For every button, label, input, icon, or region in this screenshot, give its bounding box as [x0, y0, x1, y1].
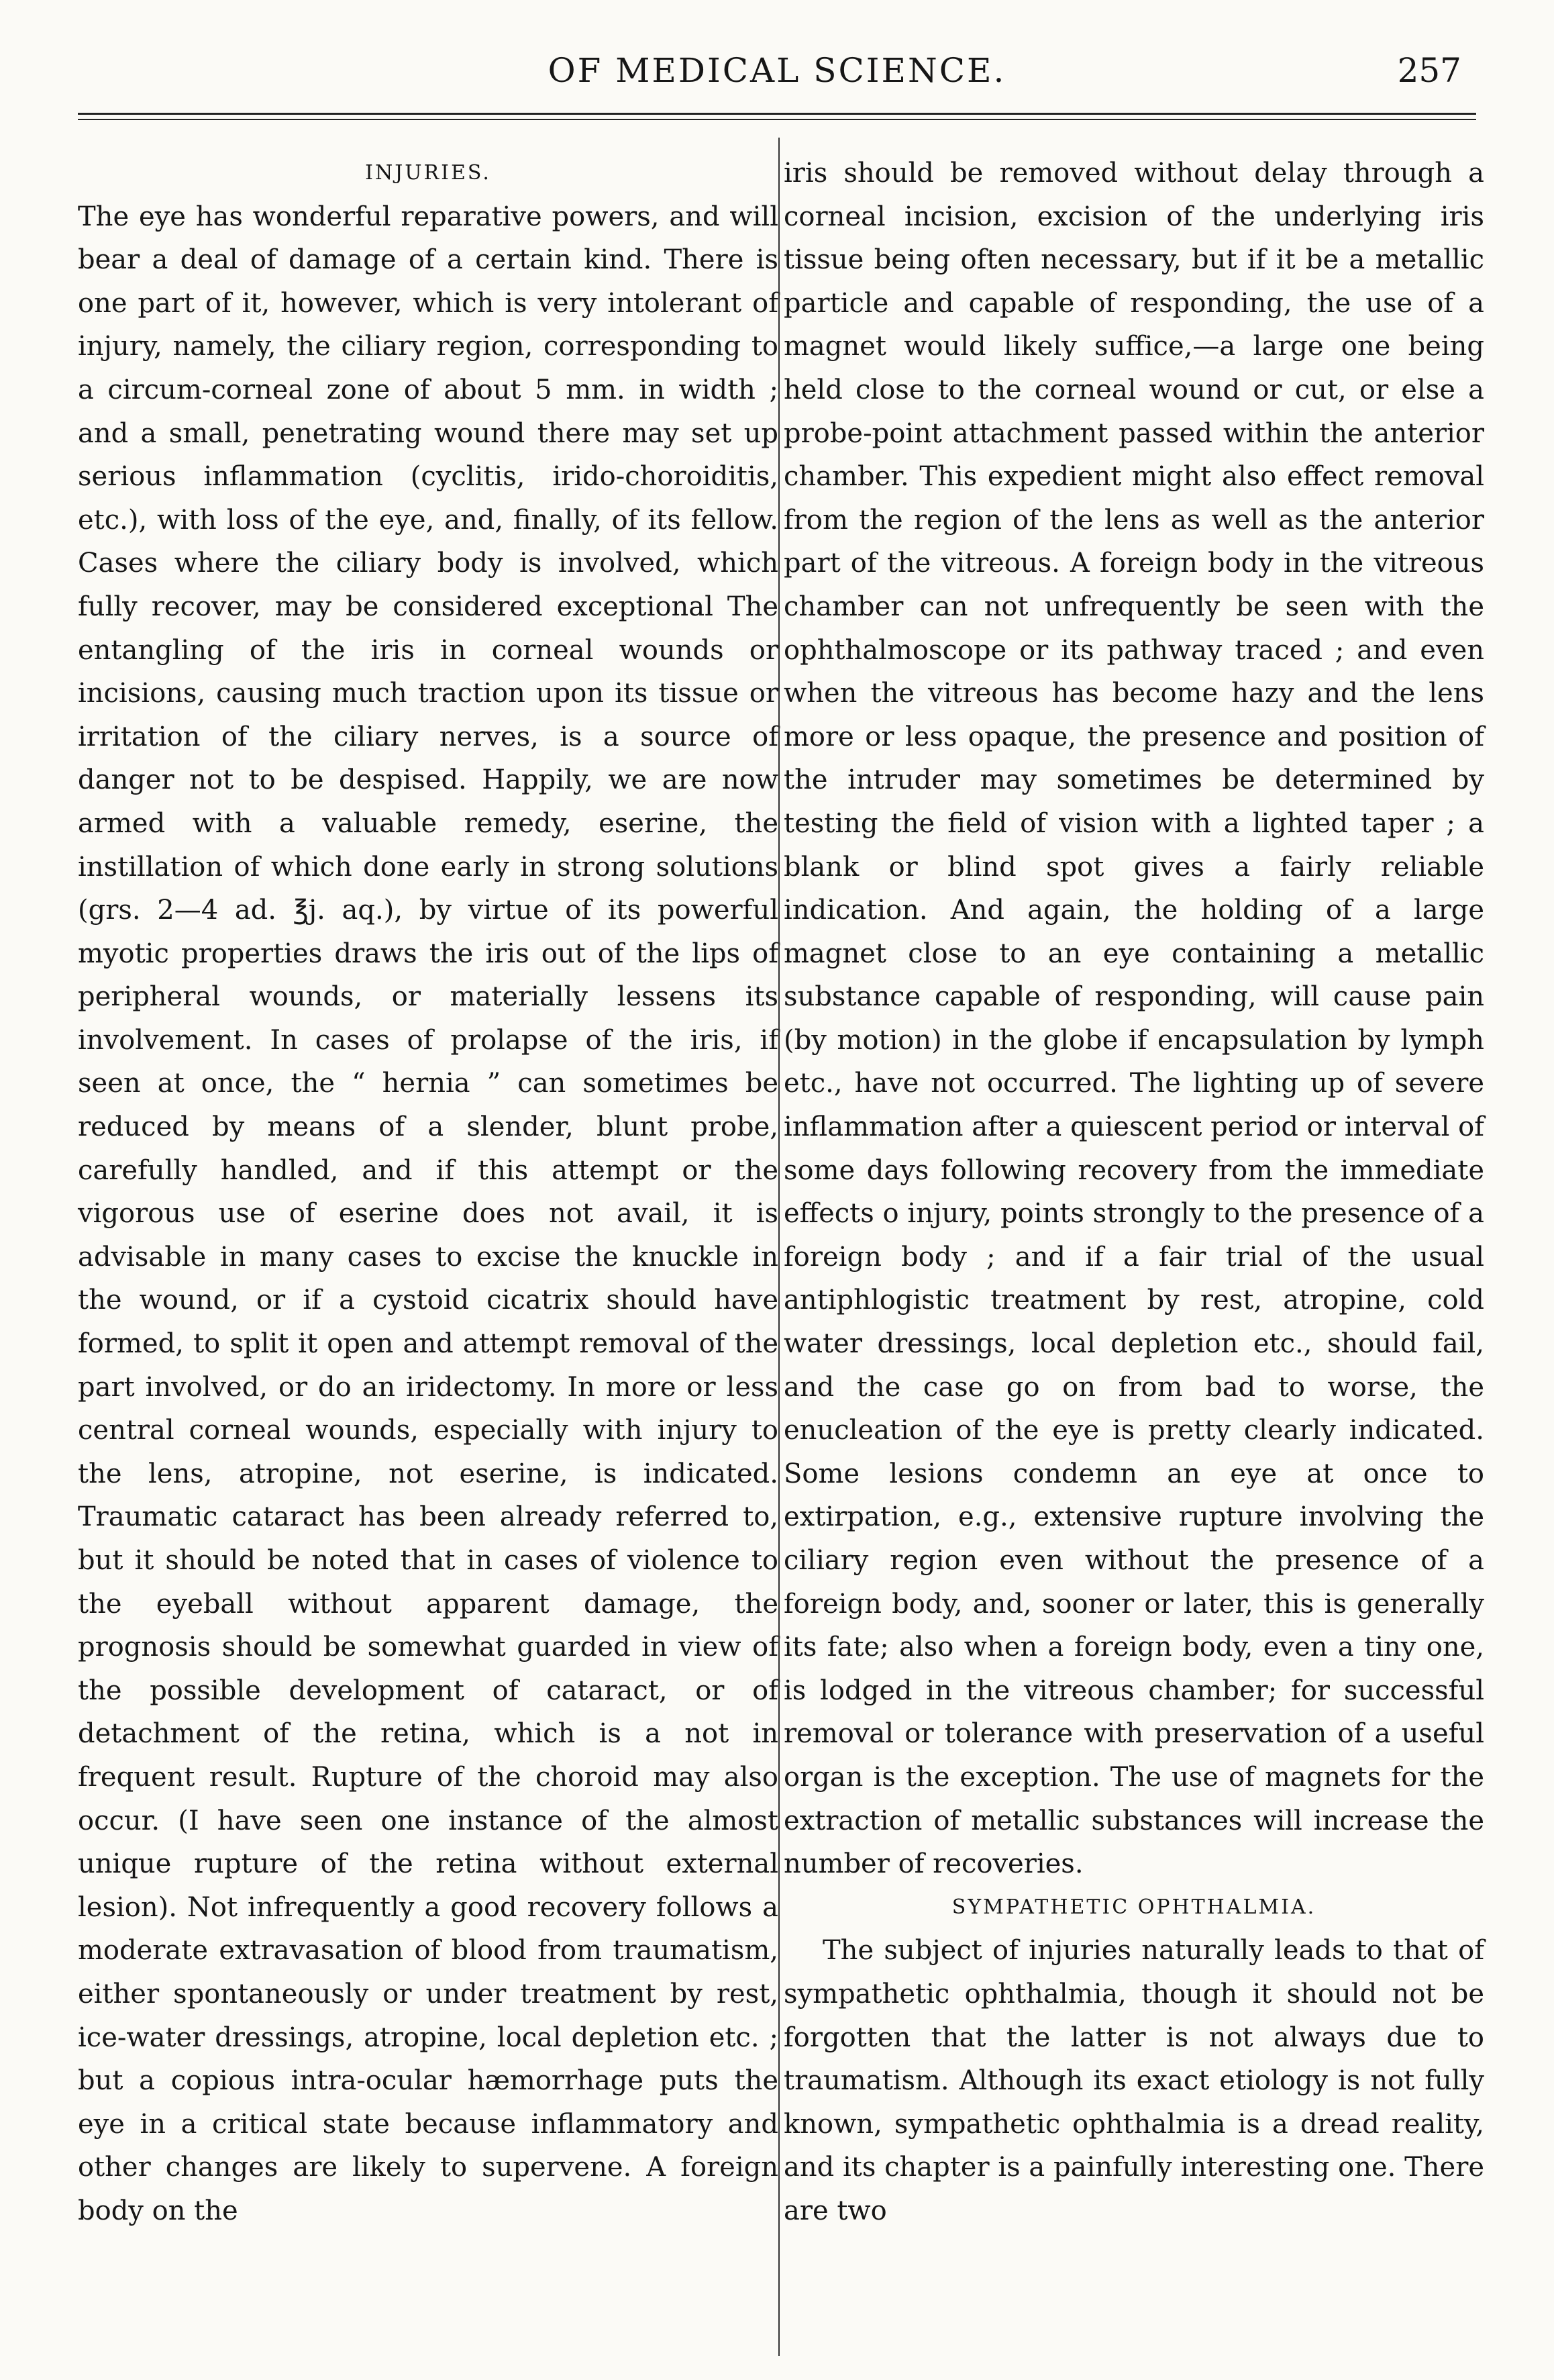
section-heading-injuries: INJURIES.	[365, 161, 491, 185]
header-rule-thin	[78, 119, 1476, 120]
header-rule	[78, 113, 1476, 115]
left-column	[78, 152, 778, 2233]
section-heading-sympathetic-ophthalmia: SYMPATHETIC OPHTHALMIA.	[951, 1895, 1316, 1919]
right-column	[784, 152, 1484, 2233]
running-title: OF MEDICAL SCIENCE.	[548, 51, 1006, 90]
paragraph-injuries: The eye has wonderful reparative powers, and will bear a deal of damage of a certain kind. There is one part of it, however, which is very intolerant of injury, namely, the ciliary region, corresponding to a circum-corneal zone of about 5 mm. in width ; and a small, penetrating wound there may set up serious inflammation (cyclitis, irido-choroiditis, etc.), with loss of the eye, and, finally, of its fellow. Cases where the ciliary body is involved, which fully recover, may be considered exceptional The entangling of the iris in corneal wounds or incisions, causing much traction upon its tissue or irritation of the ciliary nerves, is a source of danger not to be despised. Happily, we are now armed with a valuable remedy, eserine, the instillation of which done early in strong solutions (grs. 2—4 ad. ℥j. aq.), by virtue of its powerful myotic properties draws the iris out of the lips of peripheral wounds, or materially lessens its involvement. In cases of prolapse of the iris, if seen at once, the “ hernia ” can sometimes be reduced by means of a slender, blunt probe, carefully handled, and if this attempt or the vigorous use of eserine does not avail, it is advisable in many cases to excise the knuckle in the wound, or if a cystoid cicatrix should have formed, to split it open and attempt removal of the part involved, or do an iridectomy. In more or less central corneal wounds, especially with injury to the lens, atropine, not eserine, is indicated. Traumatic cataract has been already referred to, but it should be noted that in cases of violence to the eyeball without apparent damage, the prognosis should be somewhat guarded in view of the possible development of cataract, or of detachment of the retina, which is a not in frequent result. Rupture of the choroid may also occur. (I have seen one instance of the almost unique rupture of the retina without external lesion). Not infrequently a good recovery follows a moderate extravasation of blood from traumatism, either spontaneously or under treatment by rest, ice-water dressings, atropine, local depletion etc. ; but a copious intra-ocular hæmorrhage puts the eye in a critical state because inflammatory and other changes are likely to supervene. A foreign body on the	[78, 201, 778, 2226]
page-header	[74, 51, 1480, 98]
column-divider	[778, 138, 780, 2356]
paragraph-foreign-body: iris should be removed without delay through a corneal incision, excision of the underlying iris tissue being often necessary, but if it be a metallic particle and capable of responding, the use of a magnet would likely suffice,—a large one being held close to the corneal wound or cut, or else a probe-point attachment passed within the anterior chamber. This expedient might also effect removal from the region of the lens as well as the anterior part of the vitreous. A foreign body in the vitreous chamber can not unfrequently be seen with the ophthalmoscope or its pathway traced ; and even when the vitreous has become hazy and the lens more or less opaque, the presence and position of the intruder may sometimes be determined by testing the field of vision with a lighted taper ; a blank or blind spot gives a fairly reliable indication. And again, the holding of a large magnet close to an eye containing a metallic substance capable of responding, will cause pain (by motion) in the globe if encapsulation by lymph etc., have not occurred. The lighting up of severe inflammation after a quiescent period or interval of some days following recovery from the immediate effects o injury, points strongly to the presence of a foreign body ; and if a fair trial of the usual antiphlogistic treatment by rest, atropine, cold water dressings, local depletion etc., should fail, and the case go on from bad to worse, the enucleation of the eye is pretty clearly indicated. Some lesions condemn an eye at once to extirpation, e.g., extensive rupture involving the ciliary region even without the presence of a foreign body, and, sooner or later, this is generally its fate; also when a foreign body, even a tiny one, is lodged in the vitreous chamber; for successful removal or tolerance with preservation of a useful organ is the exception. The use of magnets for the extraction of metallic substances will increase the number of recoveries.	[784, 158, 1484, 1880]
paragraph-sympathetic-ophthalmia: The subject of injuries naturally leads to that of sympathetic ophthalmia, though it should not be forgotten that the latter is not always due to traumatism. Although its exact etiology is not fully known, sympathetic ophthalmia is a dread reality, and its chapter is a painfully interesting one. There are two	[784, 1935, 1484, 2226]
page-number: 257	[1397, 51, 1461, 90]
